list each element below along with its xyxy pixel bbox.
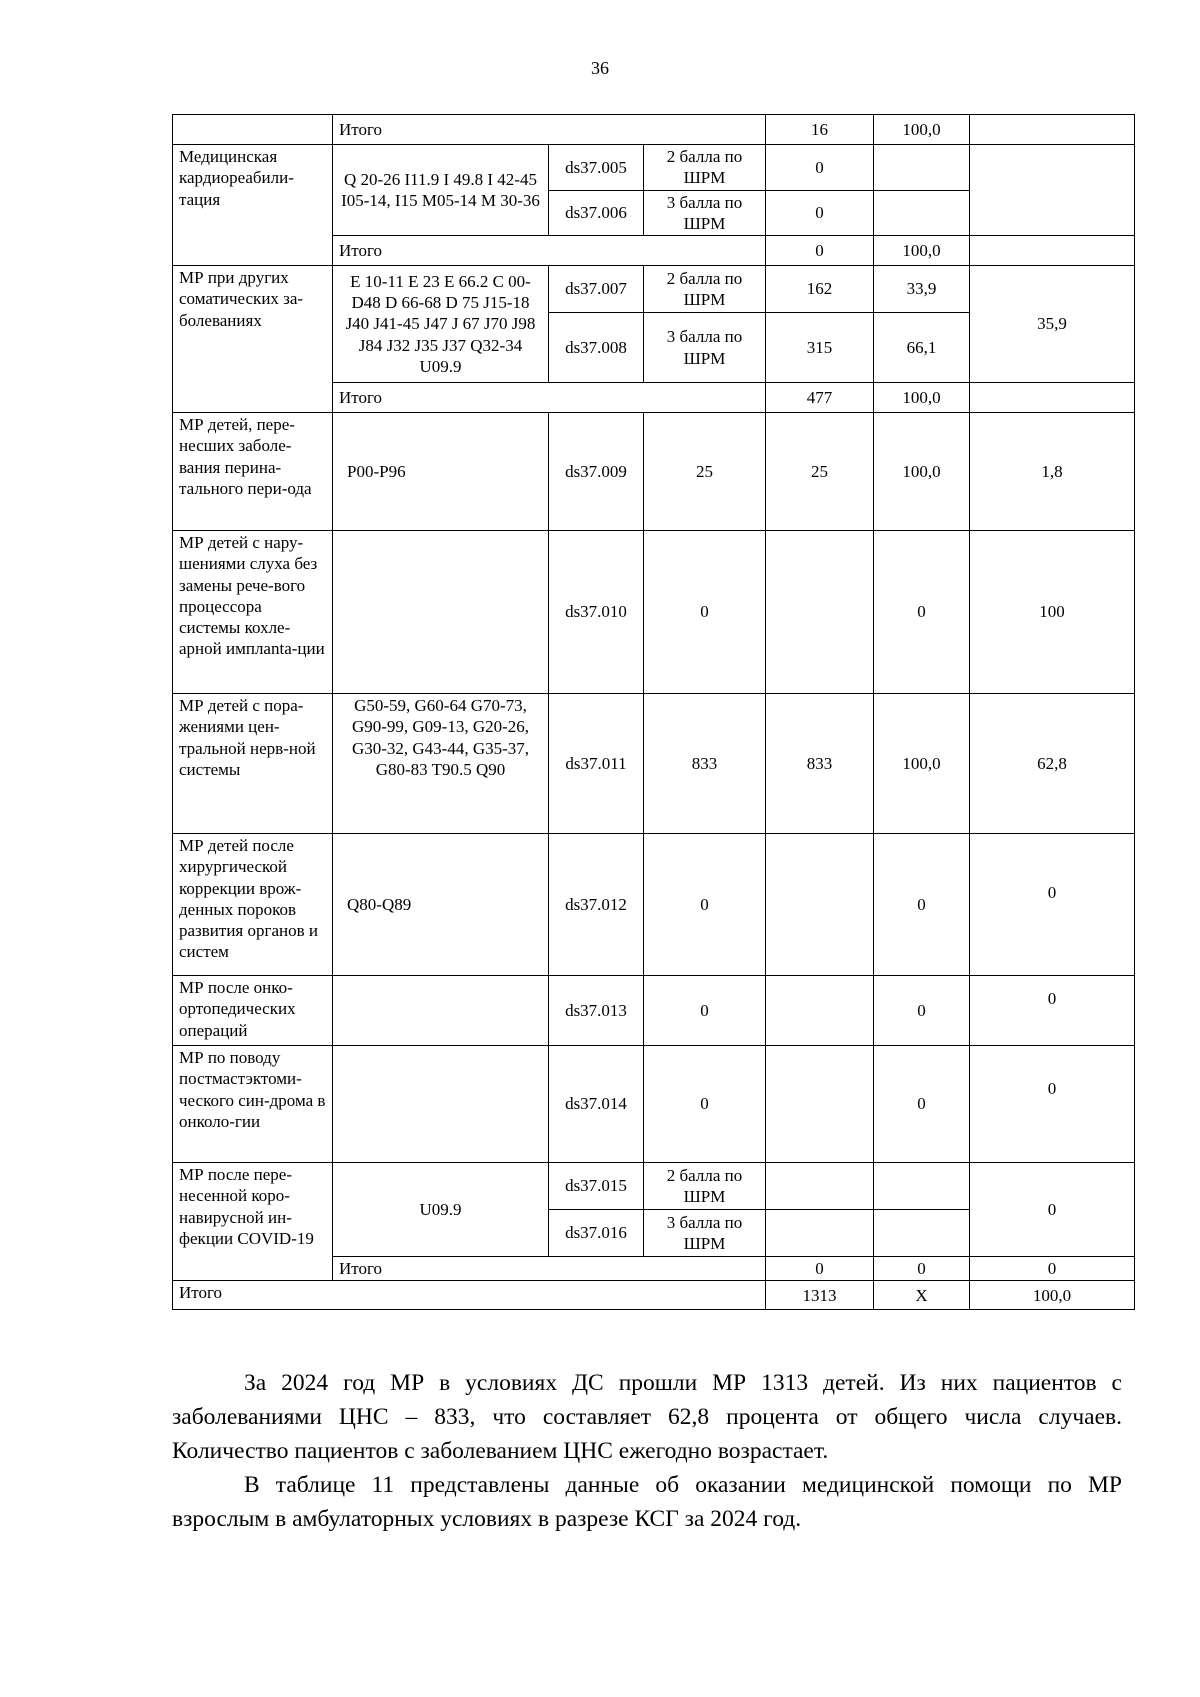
table-row: ds37.008 3 балла по ШРМ 315 66,1 [173, 313, 1135, 383]
row-name: Медицинская кардиореабили-тация [173, 145, 333, 266]
table-row: МР после пере-несенной коро-навирусной ин-фекции COVID-19 U09.9 ds37.015 2 балла по ШРМ 0 [173, 1163, 1135, 1210]
row-name: МР после пере-несенной коро-навирусной ин-фекции COVID-19 [173, 1163, 333, 1281]
row-name: МР детей после хирургической коррекции врож-денных пороков развития органов и систем [173, 834, 333, 976]
table-row: Медицинская кардиореабили-тация Q 20-26 I11.9 I 49.8 I 42-45 I05-14, I15 M05-14 M 30-36 ds37.005 2 балла по ШРМ 0 [173, 145, 1135, 191]
itogo-label: Итого [333, 115, 766, 145]
table-row: МР по поводу постмастэктоми-ческого син-дрома в онколо-гии ds37.014 0 0 0 [173, 1046, 1135, 1163]
row-name: МР по поводу постмастэктоми-ческого син-дрома в онколо-гии [173, 1046, 333, 1163]
ksg-table [172, 114, 1135, 1310]
table-row: Итого 0 0 0 [173, 1257, 1135, 1281]
icd-codes: Q80-Q89 [333, 834, 549, 976]
icd-codes: E 10-11 E 23 E 66.2 C 00-D48 D 66-68 D 75 J15-18 J40 J41-45 J47 J 67 J70 J98 J84 J32 J35 J37 Q32-34 U09.9 [333, 266, 549, 383]
row-name: МР детей с пора-жениями цен-тральной нерв-ной системы [173, 694, 333, 834]
table-row: МР детей, пере-несших заболе-вания перина-тального пери-ода P00-P96 ds37.009 25 25 100,0 1,8 [173, 413, 1135, 531]
table-row: МР при других соматических за-болеваниях E 10-11 E 23 E 66.2 C 00-D48 D 66-68 D 75 J15-18 J40 J41-45 J47 J 67 J70 J98 J84 J32 J35 J37 Q32-34 U09.9 ds37.007 2 балла по ШРМ 162 33,9 35,9 [173, 266, 1135, 313]
page-number: 36 [591, 58, 609, 78]
table-row: МР после онко-ортопедических операций ds37.013 0 0 0 [173, 976, 1135, 1046]
row-name: МР при других соматических за-болеваниях [173, 266, 333, 413]
icd-codes: Q 20-26 I11.9 I 49.8 I 42-45 I05-14, I15 M05-14 M 30-36 [333, 145, 549, 236]
table-row: Итого 0 100,0 [173, 236, 1135, 266]
table-row: Итого 477 100,0 [173, 383, 1135, 413]
table-row: МР детей после хирургической коррекции врож-денных пороков развития органов и систем Q80-Q89 ds37.012 0 0 0 [173, 834, 1135, 976]
table-row: МР детей с нару-шениями слуха без замены рече-вого процессора системы кохле-арной имплanta-ции ds37.010 0 0 100 [173, 531, 1135, 694]
table-row: ds37.016 3 балла по ШРМ [173, 1210, 1135, 1257]
table-row: МР детей с пора-жениями цен-тральной нерв-ной системы G50-59, G60-64 G70-73, G90-99, G09-13, G20-26, G30-32, G43-44, G35-37, G80-83 T90.5 Q90 ds37.011 833 833 100,0 62,8 [173, 694, 1135, 834]
body-paragraph: В таблице 11 представлены данные об оказании медицинской помощи по МР взрослым в амбулаторных условиях в разрезе КСГ за 2024 год. [172, 1472, 1122, 1532]
icd-codes: U09.9 [333, 1163, 549, 1257]
icd-codes: G50-59, G60-64 G70-73, G90-99, G09-13, G20-26, G30-32, G43-44, G35-37, G80-83 T90.5 Q90 [333, 694, 549, 834]
row-name: МР после онко-ортопедических операций [173, 976, 333, 1046]
grand-total-row: Итого 1313 X 100,0 [173, 1281, 1135, 1310]
table-row: ds37.006 3 балла по ШРМ 0 [173, 190, 1135, 236]
row-name: МР детей, пере-несших заболе-вания перина-тального пери-ода [173, 413, 333, 531]
body-paragraph: За 2024 год МР в условиях ДС прошли МР 1313 детей. Из них пациентов с заболеваниями ЦНС – 833, что составляет 62,8 процента от общего числа случаев. Количество пациентов с заболеванием ЦНС ежегодно возрастает. [172, 1370, 1122, 1464]
row-name: МР детей с нару-шениями слуха без замены рече-вого процессора системы кохле-арной имплanta-ции [173, 531, 333, 694]
table-row: Итого 16 100,0 [173, 115, 1135, 145]
icd-codes: P00-P96 [333, 413, 549, 531]
